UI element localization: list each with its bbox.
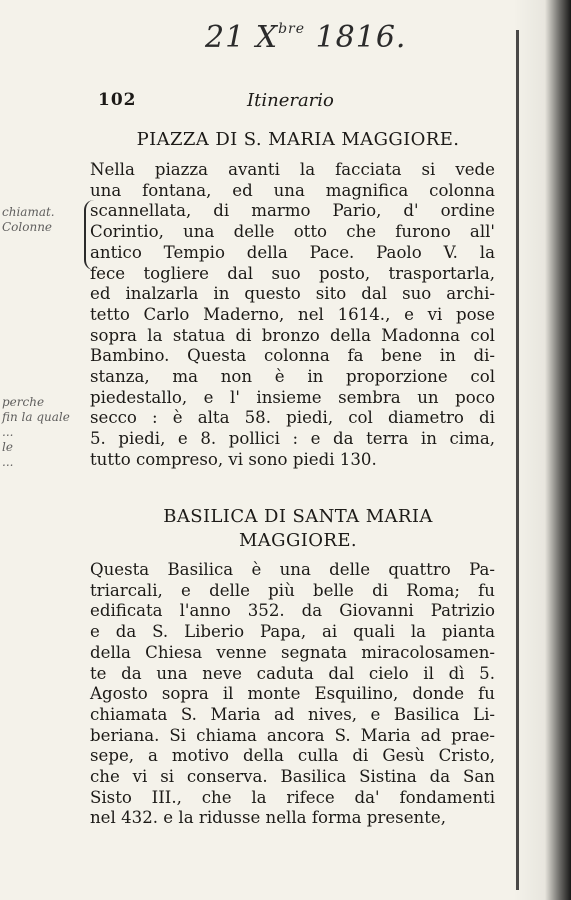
section-heading-basilica: BASILICA DI SANTA MARIA MAGGIORE. (163, 506, 433, 551)
text-line: tetto Carlo Maderno, nel 1614., e vi pose (90, 304, 495, 324)
text-line: Sisto III., che la rifece da' fondamenti (90, 787, 495, 807)
text-line: Nella piazza avanti la facciata si vede (90, 160, 495, 179)
handwritten-date (205, 20, 406, 55)
text-line: sepe, a motivo della culla di Gesù Cristo, (90, 746, 495, 766)
text-line: Corintio, una delle otto che furono all' (90, 222, 495, 242)
text-line: della Chiesa venne segnata miracolosamen- (90, 642, 495, 662)
text-line: te da una neve caduta dal cielo il dì 5. (90, 663, 495, 683)
date-day-month: 21 X (205, 20, 279, 55)
text-line: 5. piedi, e 8. pollici : e da terra in cima, (90, 429, 495, 449)
text-line: che vi si conserva. Basilica Sistina da San (90, 767, 495, 787)
text-line: beriana. Si chiama ancora S. Maria ad prae- (90, 725, 495, 745)
section-heading-piazza: PIAZZA DI S. MARIA MAGGIORE. (136, 129, 460, 150)
text-line: ed inalzarla in questo sito dal suo archi- (90, 284, 495, 304)
text-line: nel 432. e la ridusse nella forma presente, (90, 808, 446, 828)
binding-shadow (513, 0, 571, 900)
text-line: antico Tempio della Pace. Paolo V. la (90, 242, 495, 262)
text-line: una fontana, ed una magnifica colonna (90, 180, 495, 200)
margin-note-colonne: chiamat. Colonne (2, 205, 55, 234)
paragraph-basilica (90, 560, 495, 829)
text-line: e da S. Liberio Papa, ai quali la pianta (90, 622, 495, 642)
text-line: stanza, ma non è in proporzione col (90, 367, 495, 387)
text-line: Bambino. Questa colonna fa bene in di- (90, 346, 495, 366)
text-line: piedestallo, e l' insieme sembra un poco (90, 387, 495, 407)
text-line: tutto compreso, vi sono piedi 130. (90, 449, 377, 469)
text-line: sopra la statua di bronzo della Madonna col (90, 325, 495, 345)
paragraph-piazza (90, 160, 495, 471)
text-line: fece togliere dal suo posto, trasportarla, (90, 263, 495, 283)
text-line: Questa Basilica è una delle quattro Pa- (90, 560, 495, 579)
date-year: 1816. (315, 20, 407, 55)
text-line: Agosto sopra il monte Esquilino, donde fu (90, 684, 495, 704)
text-line: scannellata, di marmo Pario, d' ordine (90, 201, 495, 221)
text-line: edificata l'anno 352. da Giovanni Patrizio (90, 601, 495, 621)
date-superscript: bre (278, 21, 306, 37)
margin-note-faded: perche fin la quale ... le ... (2, 395, 70, 469)
text-line: triarcali, e delle più belle di Roma; fu (90, 580, 495, 600)
running-title: Itinerario (247, 90, 334, 111)
text-line: secco : è alta 58. piedi, col diametro di (90, 408, 495, 428)
page-number: 102 (98, 90, 137, 110)
text-line: chiamata S. Maria ad nives, e Basilica Li- (90, 704, 495, 724)
